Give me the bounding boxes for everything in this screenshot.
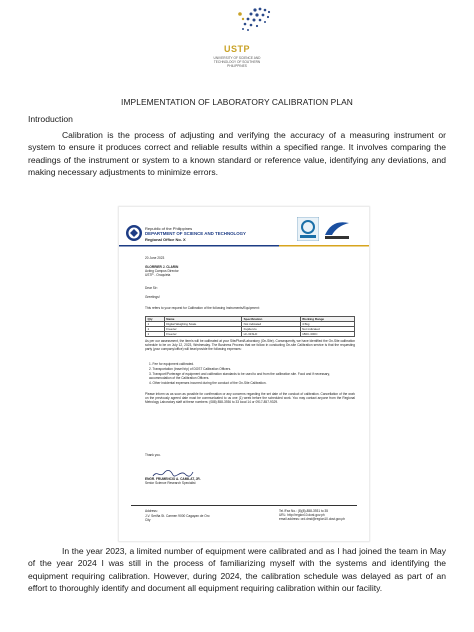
letter-closing: Thank you. — [145, 453, 161, 457]
col-working-range: Working Range — [300, 317, 354, 322]
letter-item-2: 2. Transportation (travel trip) of DOST Calibration Officers. — [149, 367, 232, 371]
ustp-logo-tagline: UNIVERSITY OF SCIENCE AND TECHNOLOGY OF SOUTHERN PHILIPPINES — [213, 56, 261, 68]
document-title: IMPLEMENTATION OF LABORATORY CALIBRATION PLAN — [121, 97, 353, 107]
letter-item-1: 1. Fee for equipment calibrated. — [149, 362, 195, 366]
col-specification: Specification — [242, 317, 301, 322]
intro-heading: Introduction — [28, 114, 73, 124]
letter-footer-email: email address: ord.dmd@region10.dost.gov.ph — [279, 517, 346, 521]
letter-footer-tel: Tel./Fax No.: (8)(8)-858-3931 to 35 — [279, 509, 329, 513]
ustp-logo-wordmark: USTP — [223, 44, 250, 54]
letter-department: DEPARTMENT OF SCIENCE AND TECHNOLOGY — [145, 231, 246, 236]
intro-paragraph: Calibration is the process of adjusting and verifying the accuracy of a measuring instrument or system to ensure it produces correct and reliable results within a specified range. It involves comparing the readings of the instrument or system to a known standard or reference value, identifying any deviations, and making necessary adjustments to minimize errors. — [28, 130, 446, 177]
cell: 180C-300C — [300, 332, 354, 337]
letter-recipient-name: GLORRIER J. CLARIN — [145, 265, 179, 269]
letter-body-2: Please inform us as soon as possible for confirmation or any concerns regarding the set date of the conduct of calibration. Cancellation of the work on the previously agreed date must be communicated to us one (1) week before the scheduled work. You may contact anyone from the Regional Metrology Laboratory staff at these numbers: (088) 858-3936 to 33 local 14 or 0917-857-9329. — [145, 392, 355, 405]
cell: Fujidenzo — [242, 327, 301, 332]
letter-footer-url: URL: http://region10.dost.gov.ph — [279, 513, 325, 517]
cell: LF-31SLD — [242, 332, 301, 337]
letter-signatory-title: Senior Science Research Specialist — [145, 481, 196, 485]
cell: Not indicated — [300, 327, 354, 332]
letter-recipient-org: USTP - Oroquieta — [145, 273, 171, 277]
pab-logo-icon — [322, 217, 352, 241]
letter-date: 20 June 2023 — [145, 256, 165, 260]
letter-footer-divider — [131, 505, 357, 506]
letter-footer-address-label: Address: — [145, 509, 158, 513]
cell: 1 — [146, 327, 165, 332]
letter-salutation: Dear Sir: — [145, 286, 158, 290]
accreditation-logo-icon — [297, 217, 319, 241]
letter-recipient-title: Acting Campus Director — [145, 269, 179, 273]
letter-greeting: Greetings! — [145, 295, 160, 299]
dost-seal-icon — [125, 224, 143, 242]
year-2023-paragraph: In the year 2023, a limited number of equipment were calibrated and as I had joined the team in May of the year 2024 I was still in the process of familiarizing myself with the systems and identifying the equipment requiring calibration. However, during 2024, the calibration schedule was delayed as part of an effort to thoroughly identify and document all equipment requiring calibration within our facility. — [28, 546, 446, 593]
letter-footer-address: J.V. Seriña St. Carmen 9000 Cagayan de Oro City — [145, 514, 210, 523]
col-name: Name — [164, 317, 241, 322]
cell: Freezer — [164, 332, 241, 337]
letter-signatory: ENGR. FRUMENCIO A. CAMILAT, JR. — [145, 477, 201, 481]
cell: 1 — [146, 322, 165, 327]
letter-ref-line: This refers to your request for Calibration of the following Instruments/Equipment: — [145, 306, 260, 310]
col-qty: Qty — [146, 317, 165, 322]
cell: Freezer — [164, 327, 241, 332]
cell: 1 — [146, 332, 165, 337]
letter-item-3: 3. Transport/Porterage of equipment and calibration standards to be used to and from the calibration site. Food and if necessary, accommodation of the Calibration Officers. — [149, 372, 330, 381]
letter-body-1: As per our assessment, the item/s will be calibrated at your Site/Plant/Laboratory (On-Site). Consequently, we have identified the On-Site calibration schedule to be on July 12, 2023, Wednesday. The Business Process that we follow in conducting On-site Calibration service is that the requesting party (your company/office) will bear/provide the following expenses: — [145, 339, 355, 352]
letter-republic: Republic of the Philippines — [145, 226, 193, 231]
ustp-logo-dots — [235, 6, 275, 36]
letter-header-bar — [119, 244, 369, 249]
table-row — [146, 332, 355, 337]
letter-item-4: 4. Other incidental expenses incurred during the conduct of the On-Site Calibration. — [149, 381, 267, 385]
cell: 4.5kg — [300, 322, 354, 327]
letter-region: Regional Office No. X — [145, 237, 186, 242]
cell: Not indicated — [242, 322, 301, 327]
cell: Digital Weighing Scale — [164, 322, 241, 327]
letter-equipment-table — [145, 316, 355, 337]
embedded-letter — [118, 206, 370, 542]
